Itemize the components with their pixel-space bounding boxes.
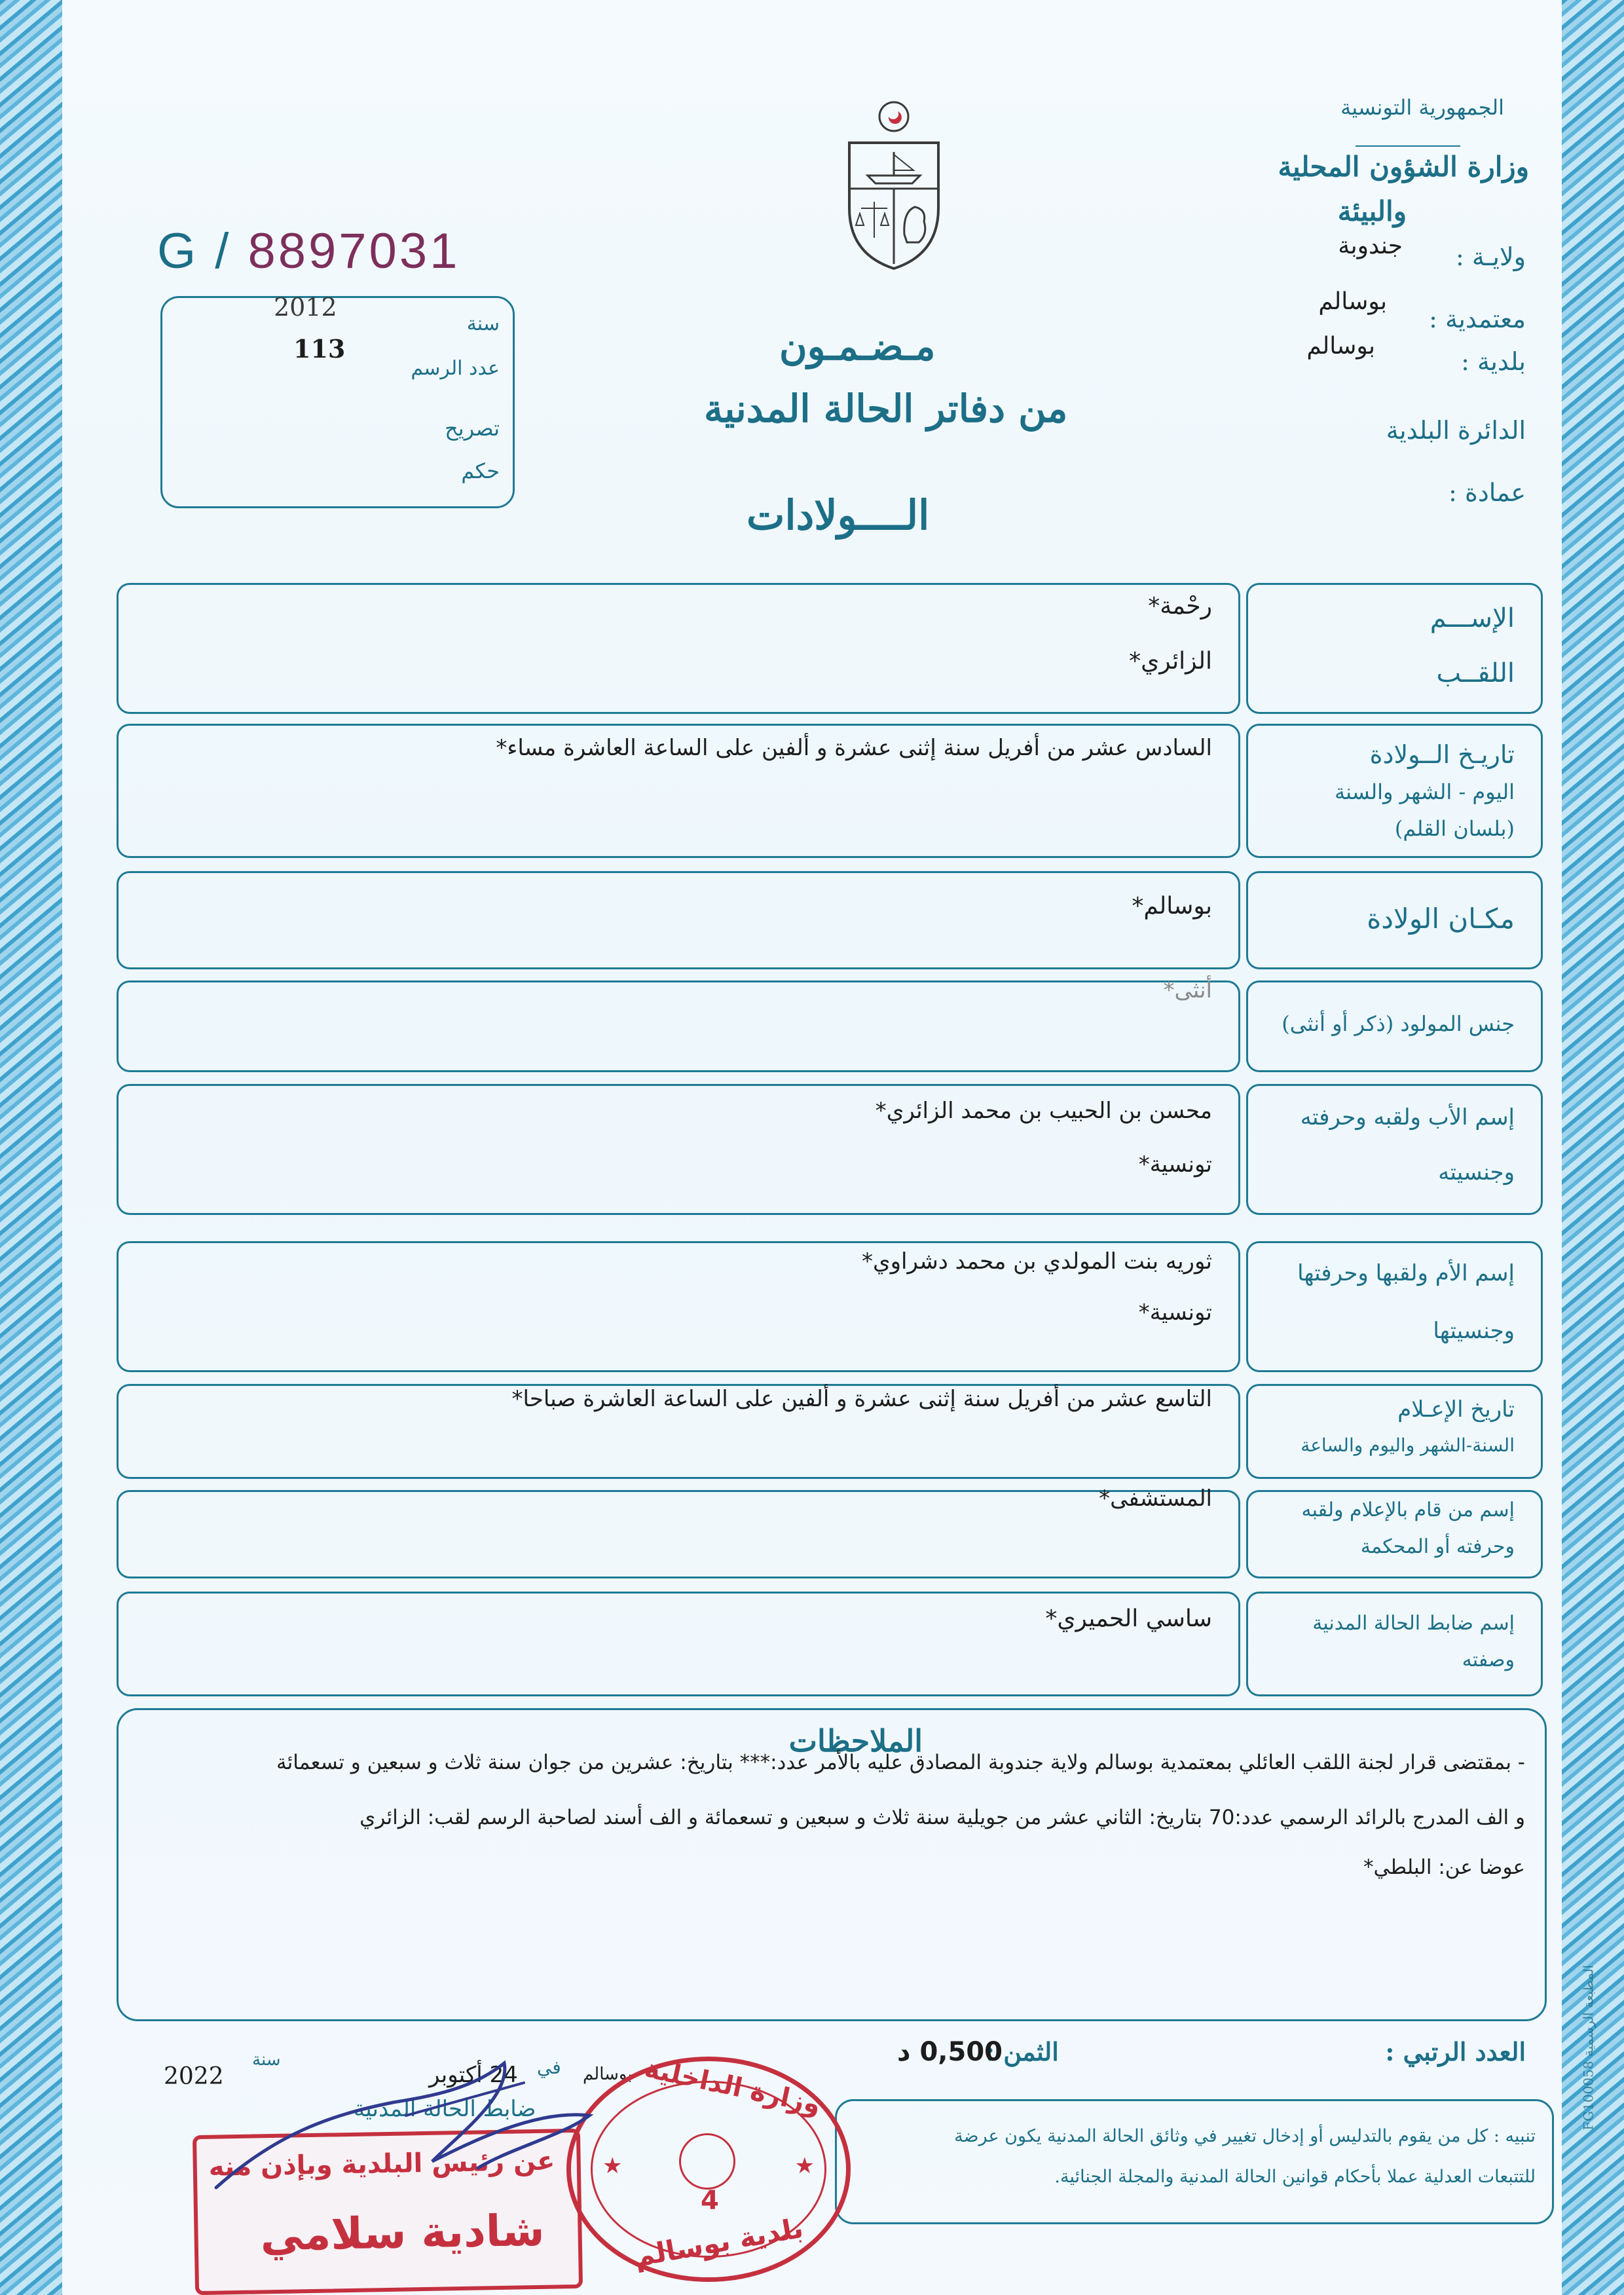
- birth-date-value: السادس عشر من أفريل سنة إثنى عشرة و ألفين على الساعة العاشرة مساء*: [496, 735, 1212, 761]
- sex-value: أنثى*: [1163, 977, 1212, 1003]
- officer-signature-title: ضابط الحالة المدنية: [354, 2096, 536, 2122]
- price-value: 0,500 د: [897, 2037, 1003, 2067]
- birth-date-label-box: [1246, 724, 1543, 858]
- act-number-value: 113: [293, 334, 346, 364]
- guilloche-border-left: [0, 0, 62, 2295]
- seal-star-left-icon: ★: [602, 2153, 623, 2179]
- birth-place-value-box: [117, 871, 1240, 969]
- first-name-label: الإســـم: [1430, 603, 1515, 633]
- birth-place-label-box: [1246, 871, 1543, 969]
- register-year-value: 2012: [274, 293, 337, 322]
- warning-line-1: تنبيه : كل من يقوم بالتدليس أو إدخال تغيير في وثائق الحالة المدنية يكون عرضة: [954, 2126, 1536, 2146]
- seal-emblem-icon: [679, 2133, 735, 2190]
- declarant-label: إسم من قام بالإعلام ولقبه: [1301, 1499, 1515, 1521]
- seal-star-right-icon: ★: [794, 2153, 815, 2179]
- ministry-name: وزارة الشؤون المحلية: [1278, 151, 1529, 183]
- mother-value: ثوريه بنت المولدي بن محمد دشراوي*: [861, 1248, 1212, 1275]
- field-row-name: [117, 583, 1543, 714]
- serial-number: [157, 223, 460, 280]
- field-row-mother: [117, 1241, 1543, 1372]
- remarks-line-3: عوضا عن: البلطي*: [1363, 1856, 1525, 1879]
- declarant-value-box: [117, 1485, 1240, 1578]
- declaration-date-value: التاسع عشر من أفريل سنة إثنى عشرة و ألفين على الساعة العاشرة صباحا*: [511, 1386, 1212, 1412]
- remarks-title: الملاحظات: [788, 1723, 923, 1759]
- delegation-label: معتمدية :: [1429, 305, 1526, 333]
- field-row-birth-place: [117, 871, 1543, 969]
- seal-number: 4: [701, 2186, 719, 2216]
- register-year-label: سنة: [466, 312, 500, 335]
- birth-place-label: مكـان الولادة: [1367, 903, 1515, 935]
- surname-label: اللقــب: [1436, 658, 1515, 688]
- governorate-value: جندوبة: [1338, 233, 1403, 259]
- name-value-box: [117, 583, 1240, 714]
- officer-value-box: [117, 1592, 1240, 1696]
- father-value: محسن بن الحبيب بن محمد الزائري*: [875, 1098, 1212, 1124]
- birth-place-value: بوسالم*: [1132, 893, 1212, 920]
- sector-label: عمادة :: [1449, 478, 1526, 507]
- mother-nationality-value: تونسية*: [1138, 1299, 1212, 1326]
- declaration-date-label: تاريخ الإعـلام: [1397, 1396, 1515, 1423]
- declaration-date-value-box: [117, 1384, 1240, 1479]
- issue-year-value: 2022: [164, 2063, 224, 2090]
- remarks-line-2: و الف المدرج بالرائد الرسمي عدد:70 بتاريخ: الثاني عشر من جويلية سنة ثلاث و سبعين و تسعمائة و الف أسند لصاحبة الرسم لقب: الزائري: [360, 1806, 1525, 1829]
- father-label-box: [1246, 1084, 1543, 1215]
- issue-place: بوسالم: [583, 2064, 633, 2084]
- field-row-father: [117, 1084, 1543, 1215]
- officer-label: إسم ضابط الحالة المدنية: [1312, 1612, 1515, 1635]
- header-ornament: [1356, 145, 1460, 147]
- name-label-box: [1246, 583, 1543, 714]
- seal-ministry-text: وزارة الداخلية: [642, 2053, 824, 2120]
- sex-label-box: [1246, 980, 1543, 1072]
- mother-label: إسم الأم ولقبها وحرفتها: [1297, 1260, 1515, 1286]
- officer-label-box: [1246, 1592, 1543, 1696]
- mother-value-box: [117, 1241, 1240, 1372]
- birth-date-note: (بلسان القلم): [1394, 816, 1515, 841]
- document-title: مـضـمـون: [779, 324, 936, 369]
- stamp-officer-name: شادية سلامي: [259, 2205, 545, 2261]
- act-number-label: عدد الرسم: [411, 357, 500, 380]
- declaration-date-sublabel: السنة-الشهر واليوم والساعة: [1301, 1434, 1515, 1456]
- issue-date-prefix: في: [537, 2057, 561, 2078]
- sex-label: جنس المولود (ذكر أو أنثى): [1282, 1011, 1515, 1036]
- judgment-type-label: حكم: [461, 458, 500, 483]
- declarant-value: المستشفى*: [1099, 1485, 1212, 1512]
- birth-date-sublabel: اليوم - الشهر والسنة: [1334, 779, 1515, 804]
- guilloche-border-right: [1562, 0, 1624, 2295]
- father-nationality-value: تونسية*: [1138, 1151, 1212, 1178]
- first-name-value: رحْمة*: [1148, 593, 1212, 620]
- warning-notice-box: [835, 2099, 1554, 2224]
- field-row-declaration-date: [117, 1384, 1543, 1479]
- remarks-line-1: - بمقتضى قرار لجنة اللقب العائلي بمعتمدية بوسالم ولاية جندوبة المصادق عليه بالأمر عدد:*** بتاريخ: عشرين من جوان سنة ثلاث و سبعين و تسعمائة: [276, 1751, 1525, 1774]
- tunisia-coat-of-arms-icon: [841, 97, 946, 274]
- field-row-declarant: [117, 1485, 1543, 1578]
- serial-prefix: G /: [157, 223, 232, 279]
- issue-year-label: سنة: [252, 2050, 281, 2070]
- register-box: [160, 293, 515, 508]
- printer-mark: المطبعة الرسمية FG100058: [1581, 1965, 1596, 2131]
- municipality-label: بلدية :: [1461, 347, 1526, 376]
- seal-municipality-text: بلدية بوسالم: [631, 2211, 806, 2273]
- father-nationality-label: وجنسيته: [1438, 1159, 1515, 1185]
- field-row-sex: [117, 977, 1543, 1072]
- officer-value: ساسي الحميري*: [1045, 1605, 1212, 1632]
- mother-nationality-label: وجنسيتها: [1433, 1318, 1515, 1344]
- governorate-label: ولايـة :: [1456, 242, 1526, 271]
- declarant-sublabel: وحرفته أو المحكمة: [1360, 1535, 1515, 1558]
- price-label: الثمن :: [986, 2037, 1059, 2066]
- father-value-box: [117, 1084, 1240, 1215]
- field-row-birth-date: [117, 724, 1543, 858]
- father-label: إسم الأب ولقبه وحرفته: [1300, 1104, 1515, 1130]
- mother-label-box: [1246, 1241, 1543, 1372]
- remarks-box: [117, 1708, 1547, 2021]
- warning-line-2: للتتبعات العدلية عملا بأحكام قوانين الحالة المدنية والمجلة الجنائية.: [1054, 2167, 1536, 2187]
- birth-date-label: تاريـخ الــولادة: [1369, 740, 1515, 769]
- municipality-value: بوسالم: [1306, 333, 1375, 360]
- officer-sublabel: وصفته: [1462, 1649, 1515, 1671]
- declaration-date-label-box: [1246, 1384, 1543, 1479]
- document-subtitle: من دفاتر الحالة المدنية: [704, 386, 1068, 431]
- serial-value: 8897031: [248, 223, 460, 279]
- ministry-name-line2: والبيئة: [1337, 195, 1407, 227]
- handwritten-signature: [196, 2037, 668, 2207]
- sex-value-box: [117, 977, 1240, 1072]
- birth-date-value-box: [117, 724, 1240, 858]
- stamp-authority-line: عن رئيس البلدية وبإذن منه: [208, 2146, 555, 2182]
- declarant-label-box: [1246, 1490, 1543, 1578]
- surname-value: الزائري*: [1129, 648, 1212, 675]
- declaration-type-label: تصريح: [445, 416, 500, 441]
- section-title-births: الــــولادات: [747, 491, 930, 539]
- field-row-officer: [117, 1592, 1543, 1696]
- municipal-district-label: الدائرة البلدية: [1386, 416, 1526, 445]
- delegation-value: بوسالم: [1318, 288, 1387, 315]
- serial-number-label: العدد الرتبي :: [1385, 2037, 1526, 2066]
- issue-date-value: 24 أكتوبر: [429, 2062, 518, 2088]
- republic-title: الجمهورية التونسية: [1340, 95, 1504, 120]
